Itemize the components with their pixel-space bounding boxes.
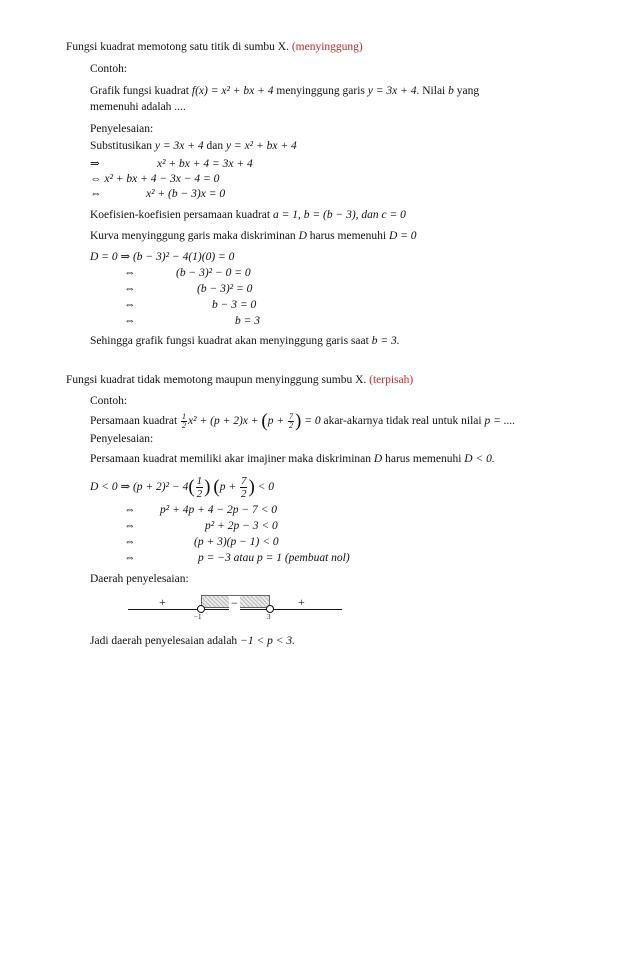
- tick-label-right: 3: [267, 613, 271, 621]
- section2-example-label: Contoh:: [90, 395, 128, 407]
- section2-drow-eq: p² + 4p + 4 − 2p − 7 < 0: [160, 504, 277, 516]
- section1-step1-eq: x² + bx + 4 = 3x + 4: [157, 158, 253, 170]
- section1-step1-symbol: ⇒: [90, 158, 100, 170]
- sign-right: +: [298, 595, 305, 609]
- section1-drow-eq: b − 3 = 0: [212, 299, 257, 311]
- section1-drow-eq: (b − 3)² = 0: [197, 283, 253, 295]
- open-point-left: [197, 605, 205, 613]
- fraction-half: $\frac{1}{2}$: [182, 411, 187, 430]
- section1-step2-eq: ⇔ x² + bx + 4 − 3x − 4 = 0: [90, 173, 220, 185]
- section2-heading: Fungsi kuadrat tidak memotong maupun menyinggung sumbu X.: [66, 374, 367, 386]
- section2-drow-symbol: ⇔: [124, 520, 136, 532]
- section1-curve-condition: Kurva menyinggung garis maka diskriminan D harus memenuhi D = 0: [90, 230, 417, 242]
- section2-drow-eq: p = −3 atau p = 1 (pembuat nol): [198, 552, 350, 564]
- section2-solution-label: Penyelesaian:: [90, 433, 154, 445]
- section2-heading-line: [66, 373, 413, 387]
- section1-heading-line: [66, 40, 363, 54]
- sign-middle: −: [231, 596, 238, 610]
- section2-region-label: Daerah penyelesaian:: [90, 573, 189, 585]
- fraction-seven-half: $\frac{7}{2}$: [289, 411, 293, 430]
- section1-coefficients: Koefisien-koefisien persamaan kuadrat a = 1, b = (b − 3), dan c = 0: [90, 209, 406, 221]
- section1-solution-label: Penyelesaian:: [90, 123, 154, 135]
- section1-drow-symbol: ⇔: [124, 299, 136, 311]
- section1-step3-eq: x² + (b − 3)x = 0: [146, 188, 226, 200]
- section2-problem: Persamaan kuadrat $\frac{1}{2}$ x² + (p + 2)x + (p + $\frac{7}{2}$ ) = 0 akar-akarnya tidak real untuk nilai p = ....: [90, 410, 516, 432]
- section1-substitution: Substitusikan y = 3x + 4 dan y = x² + bx + 4: [90, 140, 297, 152]
- section1-example-label: Contoh:: [90, 63, 128, 75]
- tick-label-left: −1: [194, 613, 202, 621]
- section1-drow-symbol: ⇔: [124, 283, 136, 295]
- section1-drow-symbol: ⇔: [124, 315, 136, 327]
- number-line: [128, 593, 342, 625]
- fraction-seven-half-large: $\frac{7}{2}$: [240, 474, 247, 500]
- fraction-half-large: $\frac{1}{2}$: [196, 474, 203, 500]
- section1-drow-eq: (b − 3)² − 0 = 0: [176, 267, 251, 279]
- section2-drow-symbol: ⇔: [124, 504, 136, 516]
- section1-heading: Fungsi kuadrat memotong satu titik di sumbu X.: [66, 41, 289, 53]
- section1-drow-eq: b = 3: [235, 315, 261, 327]
- section1-problem-line2: memenuhi adalah ....: [90, 101, 186, 113]
- section2-tag: (terpisah): [369, 374, 414, 386]
- section1-tag: (menyinggung): [291, 41, 363, 53]
- section2-drow-symbol: ⇔: [124, 536, 136, 548]
- section1-conclusion: Sehingga grafik fungsi kuadrat akan menyinggung garis saat b = 3.: [90, 335, 400, 347]
- section2-drow-eq: p² + 2p − 3 < 0: [205, 520, 278, 532]
- sign-left: +: [159, 595, 166, 609]
- section1-problem-line1: Grafik fungsi kuadrat f(x) = x² + bx + 4 menyinggung garis y = 3x + 4. Nilai b yang: [90, 85, 480, 97]
- section1-step3-symbol: ⇔: [90, 188, 102, 200]
- section2-imaginary-condition: Persamaan kuadrat memiliki akar imajiner maka diskriminan D harus memenuhi D < 0.: [90, 453, 495, 465]
- section2-drow-eq: (p + 3)(p − 1) < 0: [194, 536, 279, 548]
- section2-drow-symbol: ⇔: [124, 552, 136, 564]
- open-point-right: [266, 605, 274, 613]
- section1-discriminant-line: D = 0 ⇒ (b − 3)² − 4(1)(0) = 0: [90, 251, 235, 263]
- section2-discriminant-line: D < 0 ⇒ (p + 2)² − 4( $\frac{1}{2}$ ) (p + $\frac{7}{2}$ ) < 0: [90, 474, 275, 500]
- section1-drow-symbol: ⇔: [124, 267, 136, 279]
- section2-conclusion: Jadi daerah penyelesaian adalah −1 < p < 3.: [90, 635, 295, 647]
